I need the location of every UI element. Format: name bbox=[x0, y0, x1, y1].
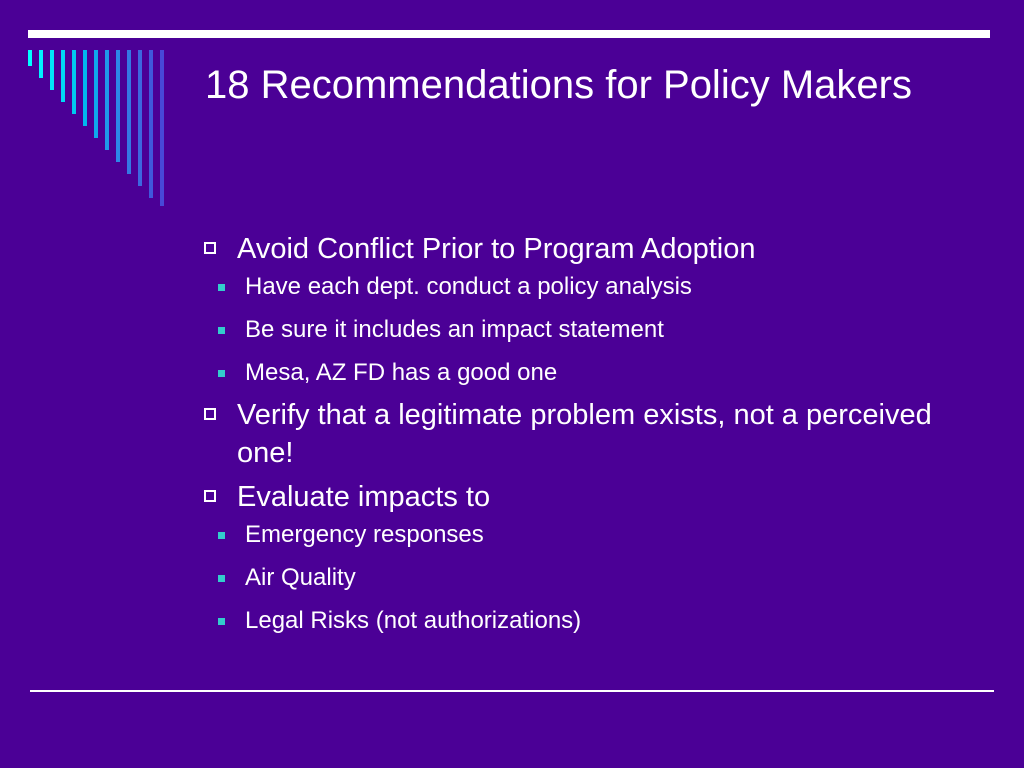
stripe bbox=[28, 50, 32, 66]
sub-bullet-item bbox=[200, 358, 980, 388]
square-bullet-icon bbox=[218, 370, 225, 377]
bullet-item bbox=[200, 230, 980, 268]
stripe bbox=[127, 50, 131, 174]
sub-bullet-item bbox=[200, 606, 980, 636]
sub-bullet-item bbox=[200, 315, 980, 345]
bullet-list bbox=[200, 230, 980, 644]
slide-title: 18 Recommendations for Policy Makers bbox=[205, 63, 912, 107]
stripe bbox=[116, 50, 120, 162]
square-bullet-icon bbox=[218, 532, 225, 539]
sub-bullet-text: Emergency responses bbox=[245, 521, 484, 548]
stripe bbox=[105, 50, 109, 150]
sub-bullet-text: Be sure it includes an impact statement bbox=[245, 316, 664, 343]
square-bullet-icon bbox=[218, 327, 225, 334]
stripe bbox=[94, 50, 98, 138]
hollow-square-bullet-icon bbox=[204, 242, 216, 254]
hollow-square-bullet-icon bbox=[204, 408, 216, 420]
stripe bbox=[83, 50, 87, 126]
stripe bbox=[160, 50, 164, 206]
sub-bullet-group bbox=[200, 272, 980, 388]
stripe bbox=[72, 50, 76, 114]
bullet-text: Avoid Conflict Prior to Program Adoption bbox=[237, 233, 756, 265]
bottom-rule bbox=[30, 690, 994, 692]
bullet-item bbox=[200, 396, 980, 472]
sub-bullet-item bbox=[200, 272, 980, 302]
sub-bullet-text: Have each dept. conduct a policy analysis bbox=[245, 273, 692, 300]
sub-bullet-item bbox=[200, 563, 980, 593]
stripe bbox=[61, 50, 65, 102]
square-bullet-icon bbox=[218, 618, 225, 625]
sub-bullet-group bbox=[200, 520, 980, 636]
stripe bbox=[149, 50, 153, 198]
stripe bbox=[39, 50, 43, 78]
hollow-square-bullet-icon bbox=[204, 490, 216, 502]
decorative-stripes bbox=[0, 0, 200, 220]
sub-bullet-item bbox=[200, 520, 980, 550]
sub-bullet-text: Mesa, AZ FD has a good one bbox=[245, 359, 558, 386]
stripe bbox=[138, 50, 142, 186]
sub-bullet-text: Legal Risks (not authorizations) bbox=[245, 607, 582, 634]
square-bullet-icon bbox=[218, 575, 225, 582]
bullet-item bbox=[200, 478, 980, 516]
stripe bbox=[50, 50, 54, 90]
bullet-text: Verify that a legitimate problem exists, not a perceived one! bbox=[237, 399, 932, 469]
bullet-text: Evaluate impacts to bbox=[237, 481, 491, 513]
square-bullet-icon bbox=[218, 284, 225, 291]
sub-bullet-text: Air Quality bbox=[245, 564, 356, 591]
